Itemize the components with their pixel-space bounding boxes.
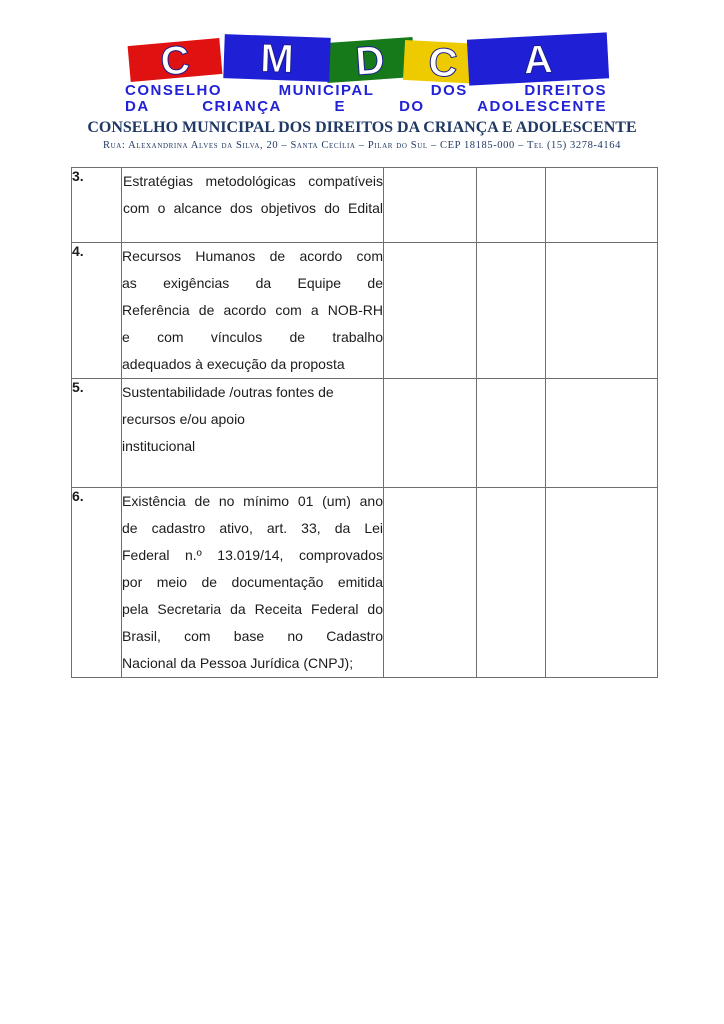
score-cell-empty — [546, 488, 658, 678]
score-cell-empty — [384, 379, 477, 488]
logo-tile-d-green — [325, 36, 416, 86]
score-cell-empty — [384, 243, 477, 379]
cmdca-logo — [120, 30, 615, 120]
score-cell-empty — [477, 379, 546, 488]
score-cell-empty — [384, 488, 477, 678]
description-line: Sustentabilidade /outras fontes de — [122, 384, 334, 400]
description-line: de cadastro ativo, art. 33, da Lei — [122, 520, 383, 536]
document-title: CONSELHO MUNICIPAL DOS DIREITOS DA CRIANÇA E ADOLESCENTE — [87, 119, 637, 136]
table-row-6 — [72, 488, 658, 678]
description-line: Referência de acordo com a NOB-RH — [122, 302, 383, 318]
score-cell-empty — [477, 168, 546, 243]
cmdca-logo-tiles — [120, 30, 615, 88]
table-row-4 — [72, 243, 658, 379]
description-line: Existência de no mínimo 01 (um) ano — [122, 493, 383, 509]
description-line: Nacional da Pessoa Jurídica (CNPJ); — [122, 655, 354, 671]
description-cell — [122, 379, 384, 488]
description-line: com o alcance dos objetivos do Edital — [123, 200, 383, 216]
description-line: recursos e/ou apoio — [122, 411, 245, 427]
table-row-5 — [72, 379, 658, 488]
description-line: Recursos Humanos de acordo com — [122, 248, 383, 264]
score-cell-empty — [546, 243, 658, 379]
score-cell-empty — [546, 379, 658, 488]
score-cell-empty — [546, 168, 658, 243]
criteria-table — [71, 167, 658, 678]
table-row-3 — [72, 168, 658, 243]
description-cell — [122, 243, 384, 379]
description-line: pela Secretaria da Receita Federal do — [122, 601, 383, 617]
description-cell — [122, 168, 384, 243]
row-number-cell: 5. — [72, 379, 122, 488]
logo-tile-c-red — [127, 35, 222, 87]
description-line: institucional — [122, 438, 196, 454]
logo-subtitle-line-1: CONSELHO MUNICIPAL DOS DIREITOS — [125, 82, 607, 99]
row-number-cell: 3. — [72, 168, 122, 243]
description-line: adequados à execução da proposta — [122, 356, 345, 372]
address-line: Rua: Alexandrina Alves da Silva, 20 – Santa Cecília – Pilar do Sul – CEP 18185-000 – Tel (15) 3278-4164 — [103, 140, 621, 151]
description-line: e com vínculos de trabalho — [122, 329, 383, 345]
logo-subtitle-line-2: DA CRIANÇA E DO ADOLESCENTE — [125, 98, 607, 115]
row-number-cell: 4. — [72, 243, 122, 379]
logo-letter-c1: C — [158, 37, 192, 85]
row-number-cell: 6. — [72, 488, 122, 678]
logo-letter-m: M — [259, 36, 295, 82]
description-line: por meio de documentação emitida — [122, 574, 383, 590]
description-line: Brasil, com base no Cadastro — [122, 628, 383, 644]
description-line: Federal n.º 13.019/14, comprovados — [122, 547, 383, 563]
score-cell-empty — [384, 168, 477, 243]
score-cell-empty — [477, 488, 546, 678]
logo-tile-m-blue — [223, 34, 331, 83]
logo-tile-a-blue — [467, 32, 609, 85]
score-cell-empty — [477, 243, 546, 379]
description-line: Estratégias metodológicas compatíveis — [123, 173, 383, 189]
description-cell — [122, 488, 384, 678]
logo-letter-c2: C — [427, 40, 459, 86]
logo-letter-a: A — [522, 37, 554, 83]
description-line: as exigências da Equipe de — [122, 275, 383, 291]
logo-letter-d: D — [354, 38, 387, 84]
